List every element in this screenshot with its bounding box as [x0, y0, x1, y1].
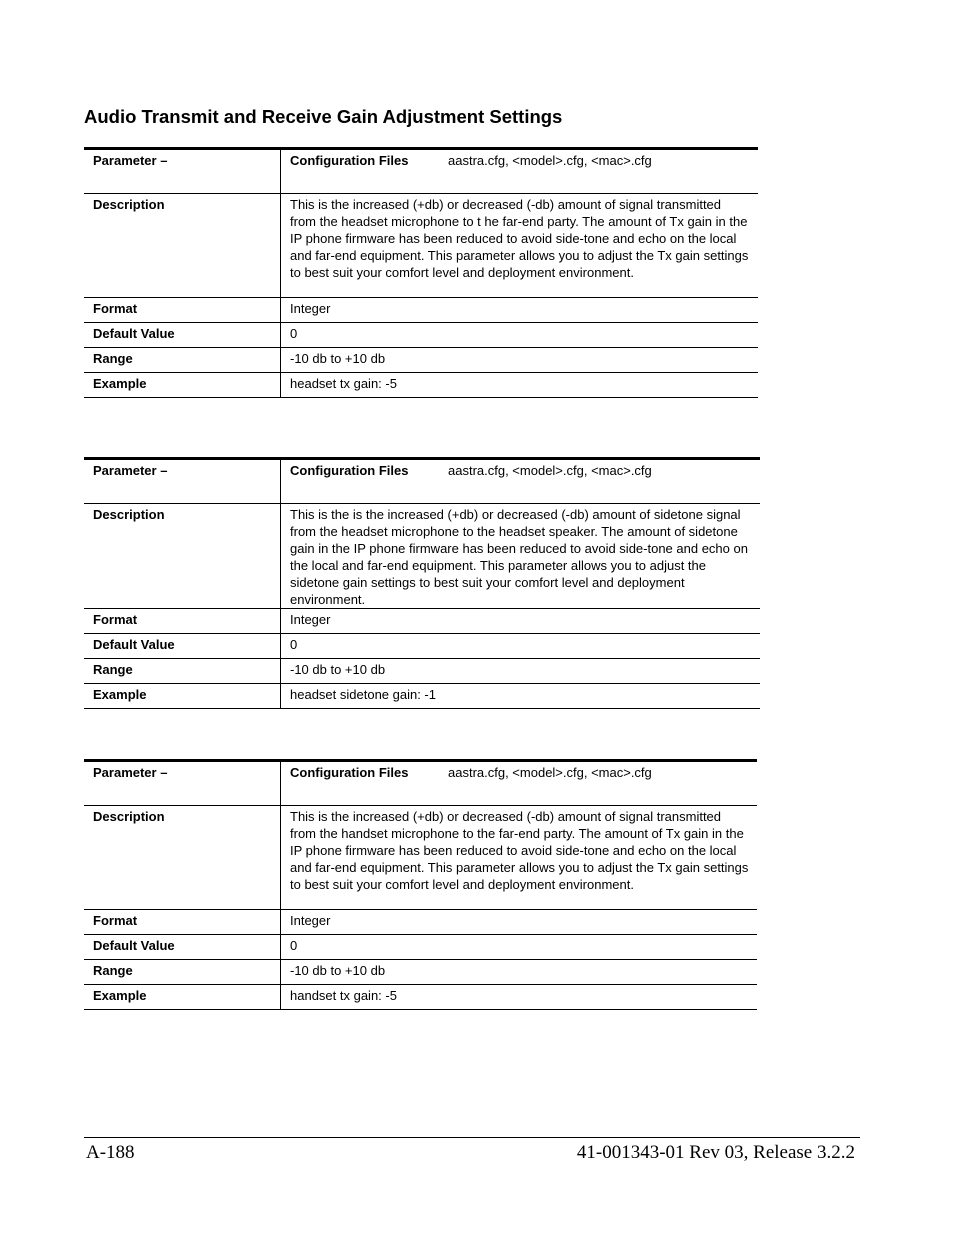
range-value: -10 db to +10 db: [281, 960, 758, 985]
default-value-label: Default Value: [84, 935, 281, 960]
param-table-handset-tx-gain: [84, 759, 757, 1010]
table-row: [84, 634, 760, 659]
default-value: 0: [281, 935, 758, 960]
config-files-label: Configuration Files: [290, 153, 409, 168]
example-label: Example: [84, 684, 281, 709]
table-row: [84, 985, 757, 1010]
table-row: [84, 323, 758, 348]
table-row: [84, 935, 757, 960]
format-value: Integer: [281, 609, 761, 634]
table-row: [84, 348, 758, 373]
description-label: Description: [84, 806, 281, 910]
example-value: headset sidetone gain: -1: [281, 684, 761, 709]
example-value: headset tx gain: -5: [281, 373, 759, 398]
table-row: [84, 149, 758, 194]
default-value-label: Default Value: [84, 323, 281, 348]
table-row: [84, 960, 757, 985]
parameter-label: Parameter –: [84, 149, 281, 194]
table-row: [84, 504, 760, 609]
config-files-cell: [281, 459, 761, 504]
example-value: handset tx gain: -5: [281, 985, 758, 1010]
example-label: Example: [84, 373, 281, 398]
format-label: Format: [84, 609, 281, 634]
range-value: -10 db to +10 db: [281, 348, 759, 373]
description-label: Description: [84, 194, 281, 298]
config-files-cell: [281, 149, 759, 194]
description-text: This is the increased (+db) or decreased (-db) amount of signal transmitted from the handset microphone to the far-end party. The amount of Tx gain in the IP phone firmware has been reduced to avoid side-tone and echo on the local and far-end equipment. This parameter allows you to adjust the Tx gain settings to best suit your comfort level and deployment environment.: [281, 806, 758, 910]
config-files-cell: [281, 761, 758, 806]
table-row: [84, 298, 758, 323]
range-label: Range: [84, 348, 281, 373]
param-table-headset-sidetone-gain: [84, 457, 760, 709]
config-files-label: Configuration Files: [290, 765, 409, 780]
footer-divider: [84, 1137, 860, 1138]
format-value: Integer: [281, 298, 759, 323]
config-files-value: aastra.cfg, <model>.cfg, <mac>.cfg: [448, 463, 652, 478]
parameter-label: Parameter –: [84, 761, 281, 806]
table-row: [84, 194, 758, 298]
config-files-value: aastra.cfg, <model>.cfg, <mac>.cfg: [448, 153, 652, 168]
page-number: A-188: [86, 1142, 135, 1163]
table-row: [84, 684, 760, 709]
description-label: Description: [84, 504, 281, 609]
table-row: [84, 659, 760, 684]
table-row: [84, 609, 760, 634]
config-files-label: Configuration Files: [290, 463, 409, 478]
table-row: [84, 373, 758, 398]
description-text: This is the is the increased (+db) or decreased (-db) amount of sidetone signal from the headset microphone to the headset speaker. The amount of sidetone gain in the IP phone firmware has been reduced to avoid side-tone and echo on the local and far-end equipment. This parameter allows you to adjust the sidetone gain settings to best suit your comfort level and deployment environment.: [281, 504, 761, 609]
config-files-value: aastra.cfg, <model>.cfg, <mac>.cfg: [448, 765, 652, 780]
range-label: Range: [84, 659, 281, 684]
example-label: Example: [84, 985, 281, 1010]
default-value: 0: [281, 634, 761, 659]
table-row: [84, 459, 760, 504]
format-value: Integer: [281, 910, 758, 935]
table-row: [84, 806, 757, 910]
param-table-headset-tx-gain: [84, 147, 758, 398]
default-value-label: Default Value: [84, 634, 281, 659]
parameter-label: Parameter –: [84, 459, 281, 504]
table-row: [84, 910, 757, 935]
description-text: This is the increased (+db) or decreased (-db) amount of signal transmitted from the headset microphone to t he far-end party. The amount of Tx gain in the IP phone firmware has been reduced to avoid side-tone and echo on the local and far-end equipment. This parameter allows you to adjust the Tx gain settings to best suit your comfort level and deployment environment.: [281, 194, 759, 298]
format-label: Format: [84, 298, 281, 323]
range-value: -10 db to +10 db: [281, 659, 761, 684]
section-title: Audio Transmit and Receive Gain Adjustment Settings: [84, 106, 563, 127]
table-row: [84, 761, 757, 806]
range-label: Range: [84, 960, 281, 985]
document-info: 41-001343-01 Rev 03, Release 3.2.2: [576, 1142, 855, 1163]
format-label: Format: [84, 910, 281, 935]
default-value: 0: [281, 323, 759, 348]
